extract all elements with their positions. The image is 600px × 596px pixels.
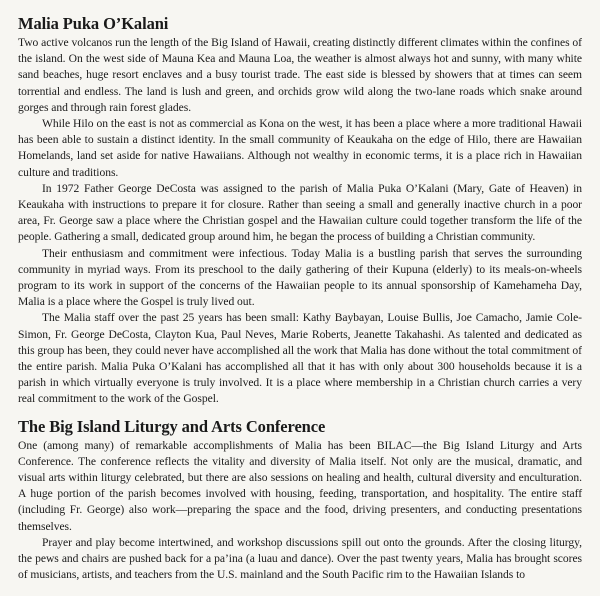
section-heading: The Big Island Liturgy and Arts Conference bbox=[18, 416, 326, 436]
paragraph: In 1972 Father George DeCosta was assigned to the parish of Malia Puka O’Kalani (Mary, Gate of Heaven) in Keaukaha with instructions to prepare it for closure. Rather than seeing a small and generally inactive church in a poor area, Fr. George saw a place where the Christian gospel and the Hawaiian culture could together transform the life of the people. Gathering a small, dedicated group around him, he began the process of building a Christian community. bbox=[18, 181, 582, 244]
section-malia-puka-okalani bbox=[18, 14, 582, 408]
paragraph: Their enthusiasm and commitment were infectious. Today Malia is a bustling parish that serves the surrounding community in myriad ways. From its preschool to the daily gathering of their Kupuna (elderly) to its meals-on-wheels program to its work in support of the concerns of the Hawaiian people to its annual sponsorship of Kamehameha Day, Malia is a place where the Gospel is truly lived out. bbox=[18, 246, 582, 309]
paragraph: Prayer and play become intertwined, and workshop discussions spill out onto the grounds. After the closing liturgy, the pews and chairs are pushed back for a pa’ina (a luau and dance). Over the past twenty years, Malia has brought scores of musicians, artists, and teachers from the U.S. mainland and the South Pacific rim to the Hawaiian Islands to bbox=[18, 535, 582, 582]
paragraph: While Hilo on the east is not as commercial as Kona on the west, it has been a place where a more traditional Hawaii has been able to sustain a distinct identity. In the small community of Keaukaha on the edge of Hilo, there are Hawaiian Homelands, land set aside for native Hawaiians. Although not wealthy in economic terms, it is a place rich in Hawaiian culture and traditions. bbox=[18, 117, 582, 179]
paragraph: One (among many) of remarkable accomplishments of Malia has been BILAC—the Big Island Liturgy and Arts Conference. The conference reflects the vitality and diversity of Malia itself. Not only are the musical, dramatic, and visual arts within liturgy celebrated, but there are also sessions on healing and health, cultural diversity and enculturation. A huge portion of the parish becomes involved with housing, feeding, transportation, and hospitality. The entire staff (including Fr. George) also work—preparing the space and the food, driving presenters, and conducting presentations themselves. bbox=[18, 438, 582, 533]
paragraph: The Malia staff over the past 25 years has been small: Kathy Baybayan, Louise Bullis, Joe Camacho, Jamie Cole-Simon, Fr. George DeCosta, Clayton Kua, Paul Neves, Marie Roberts, Jeanette Takahashi. As talented and dedicated as this group has been, they could never have accomplished all the work that Malia has done without the total commitment of the entire parish. Malia Puka O’Kalani has accomplished all that it has with only about 300 households because it is a parish in which virtually everyone is truly involved. It is a place where membership in a Christian church carries a very real commitment to the work of the Gospel. bbox=[18, 311, 582, 406]
paragraph: Two active volcanos run the length of the Big Island of Hawaii, creating distinctly different climates within the confines of the island. On the west side of Mauna Kea and Mauna Loa, the weather is almost always hot and sunny, with many white sand beaches, huge resort enclaves and a busy tourist trade. The east side is blessed by showers that at times can seem torrential and endless. The land is lush and green, and orchids grow wild along the two-lane roads which snake around gorges and through rain forest glades. bbox=[18, 36, 582, 114]
section-bilac bbox=[18, 417, 582, 584]
section-heading: Malia Puka O’Kalani bbox=[18, 14, 169, 33]
